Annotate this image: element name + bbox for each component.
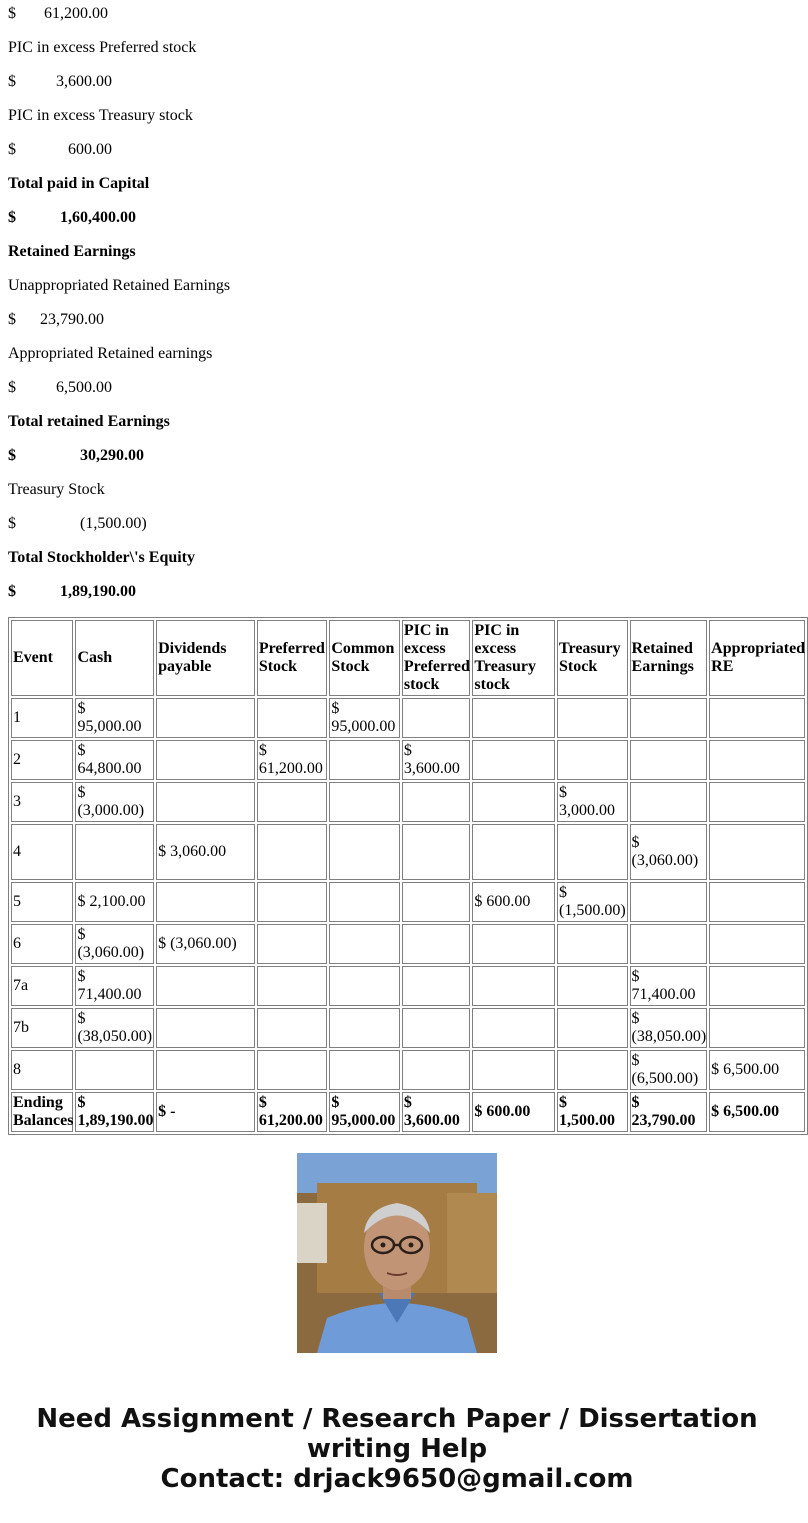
table-cell [257, 698, 328, 738]
table-row [11, 824, 805, 880]
summary-heading: Total paid in Capital [8, 175, 150, 192]
table-header-row [11, 620, 805, 696]
column-header: Appropriated RE [709, 620, 805, 696]
table-cell [402, 824, 471, 880]
table-cell: $ - [156, 1092, 255, 1132]
table-cell [472, 824, 555, 880]
table-cell: $ (3,060.00) [630, 824, 708, 880]
summary-heading: Retained Earnings [8, 243, 136, 260]
table-cell [472, 1008, 555, 1048]
table-cell [472, 1050, 555, 1090]
table-cell: $ 600.00 [472, 882, 555, 922]
table-cell [329, 1008, 400, 1048]
table-cell [257, 882, 328, 922]
table-cell [402, 882, 471, 922]
table-cell: $ 61,200.00 [257, 1092, 328, 1132]
table-cell [630, 740, 708, 780]
table-cell: $ 6,500.00 [709, 1050, 805, 1090]
table-cell [156, 1050, 255, 1090]
summary-line: Unappropriated Retained Earnings [8, 277, 231, 294]
column-header: Preferred Stock [257, 620, 328, 696]
table-cell [257, 966, 328, 1006]
table-cell: 8 [11, 1050, 73, 1090]
promo-line: Need Assignment / Research Paper / Dissertation [36, 1404, 758, 1434]
table-cell [709, 924, 805, 964]
table-cell [402, 966, 471, 1006]
table-cell [257, 1050, 328, 1090]
table-cell: $ 95,000.00 [329, 698, 400, 738]
table-cell [329, 824, 400, 880]
table-cell [557, 740, 628, 780]
table-cell: $ 71,400.00 [630, 966, 708, 1006]
table-cell: $ (1,500.00) [557, 882, 628, 922]
summary-line: PIC in excess Preferred stock [8, 39, 197, 56]
table-cell: 3 [11, 782, 73, 822]
table-row [11, 882, 805, 922]
column-header: Dividends payable [156, 620, 255, 696]
table-cell: $ 1,89,190.00 [75, 1092, 154, 1132]
table-cell [472, 698, 555, 738]
table-cell [557, 924, 628, 964]
table-cell [630, 782, 708, 822]
table-cell: $ 2,100.00 [75, 882, 154, 922]
column-header: Common Stock [329, 620, 400, 696]
equity-table [8, 617, 808, 1135]
table-cell: $ (3,000.00) [75, 782, 154, 822]
table-cell [709, 882, 805, 922]
table-cell [156, 1008, 255, 1048]
table-cell: 5 [11, 882, 73, 922]
column-header: PIC in excess Treasury stock [472, 620, 555, 696]
table-cell [709, 966, 805, 1006]
table-cell [472, 966, 555, 1006]
table-cell [709, 1008, 805, 1048]
person-photo-icon [297, 1153, 497, 1353]
table-cell [156, 966, 255, 1006]
summary-total: $ 1,60,400.00 [8, 209, 136, 226]
table-cell [329, 924, 400, 964]
summary-total: $ 30,290.00 [8, 447, 144, 464]
table-cell: $ 3,000.00 [557, 782, 628, 822]
table-cell: Ending Balances [11, 1092, 73, 1132]
table-cell [156, 698, 255, 738]
table-cell: 2 [11, 740, 73, 780]
ending-balances-row [11, 1092, 805, 1132]
column-header: Treasury Stock [557, 620, 628, 696]
table-cell: $ 6,500.00 [709, 1092, 805, 1132]
avatar [297, 1153, 497, 1353]
table-cell [472, 782, 555, 822]
table-cell: $ 95,000.00 [329, 1092, 400, 1132]
promo-banner [0, 1404, 794, 1494]
table-cell [402, 782, 471, 822]
table-cell: 7b [11, 1008, 73, 1048]
equity-table-container [8, 617, 806, 1135]
summary-line: Appropriated Retained earnings [8, 345, 213, 362]
table-cell: $ 1,500.00 [557, 1092, 628, 1132]
table-row [11, 782, 805, 822]
column-header: Cash [75, 620, 154, 696]
table-cell [402, 698, 471, 738]
table-cell [402, 1050, 471, 1090]
table-row [11, 1008, 805, 1048]
table-cell [557, 1008, 628, 1048]
table-cell: $ 95,000.00 [75, 698, 154, 738]
table-cell: $ 71,400.00 [75, 966, 154, 1006]
summary-line: $ 600.00 [8, 141, 112, 158]
table-cell: 6 [11, 924, 73, 964]
table-cell [329, 1050, 400, 1090]
table-cell: $ (38,050.00) [630, 1008, 708, 1048]
column-header: Retained Earnings [630, 620, 708, 696]
table-cell: $ 3,060.00 [156, 824, 255, 880]
table-cell [257, 924, 328, 964]
column-header: PIC in excess Preferred stock [402, 620, 471, 696]
table-cell [630, 882, 708, 922]
summary-line: PIC in excess Treasury stock [8, 107, 193, 124]
summary-heading: Total retained Earnings [8, 413, 170, 430]
table-cell [329, 966, 400, 1006]
table-cell [557, 824, 628, 880]
column-header: Event [11, 620, 73, 696]
summary-line: $ 61,200.00 [8, 5, 108, 22]
table-row [11, 740, 805, 780]
table-cell: 1 [11, 698, 73, 738]
summary-line: $ 3,600.00 [8, 73, 112, 90]
table-cell [329, 782, 400, 822]
table-row [11, 966, 805, 1006]
table-cell: $ (3,060.00) [156, 924, 255, 964]
table-cell: $ 64,800.00 [75, 740, 154, 780]
table-cell [75, 824, 154, 880]
table-cell [257, 782, 328, 822]
table-cell: $ (38,050.00) [75, 1008, 154, 1048]
table-cell [75, 1050, 154, 1090]
table-cell: $ 600.00 [472, 1092, 555, 1132]
table-cell [630, 924, 708, 964]
promo-line: writing Help [306, 1434, 488, 1464]
table-row [11, 698, 805, 738]
table-cell: $ (6,500.00) [630, 1050, 708, 1090]
summary-heading: Total Stockholder\'s Equity [8, 549, 196, 566]
table-cell: $ (3,060.00) [75, 924, 154, 964]
summary-line: $ 23,790.00 [8, 311, 104, 328]
table-cell [709, 782, 805, 822]
table-cell [402, 924, 471, 964]
table-cell [472, 924, 555, 964]
summary-line: Treasury Stock [8, 481, 105, 498]
summary-line: $ (1,500.00) [8, 515, 147, 532]
summary-total: $ 1,89,190.00 [8, 583, 136, 600]
table-cell: $ 61,200.00 [257, 740, 328, 780]
table-cell: $ 23,790.00 [630, 1092, 708, 1132]
table-cell [709, 740, 805, 780]
table-cell [156, 740, 255, 780]
table-cell [557, 966, 628, 1006]
table-cell [257, 824, 328, 880]
table-cell [630, 698, 708, 738]
table-cell [557, 1050, 628, 1090]
table-cell [402, 1008, 471, 1048]
table-cell [709, 698, 805, 738]
table-cell [156, 782, 255, 822]
table-cell: $ 3,600.00 [402, 1092, 471, 1132]
table-cell [472, 740, 555, 780]
table-cell: $ 3,600.00 [402, 740, 471, 780]
table-cell [709, 824, 805, 880]
table-row [11, 924, 805, 964]
summary-line: $ 6,500.00 [8, 379, 112, 396]
table-cell [329, 882, 400, 922]
table-cell [557, 698, 628, 738]
table-cell [257, 1008, 328, 1048]
table-cell: 4 [11, 824, 73, 880]
table-cell: 7a [11, 966, 73, 1006]
table-cell [156, 882, 255, 922]
table-cell [329, 740, 400, 780]
equity-summary [8, 4, 788, 616]
contact-email: Contact: drjack9650@gmail.com [160, 1464, 634, 1494]
table-row [11, 1050, 805, 1090]
